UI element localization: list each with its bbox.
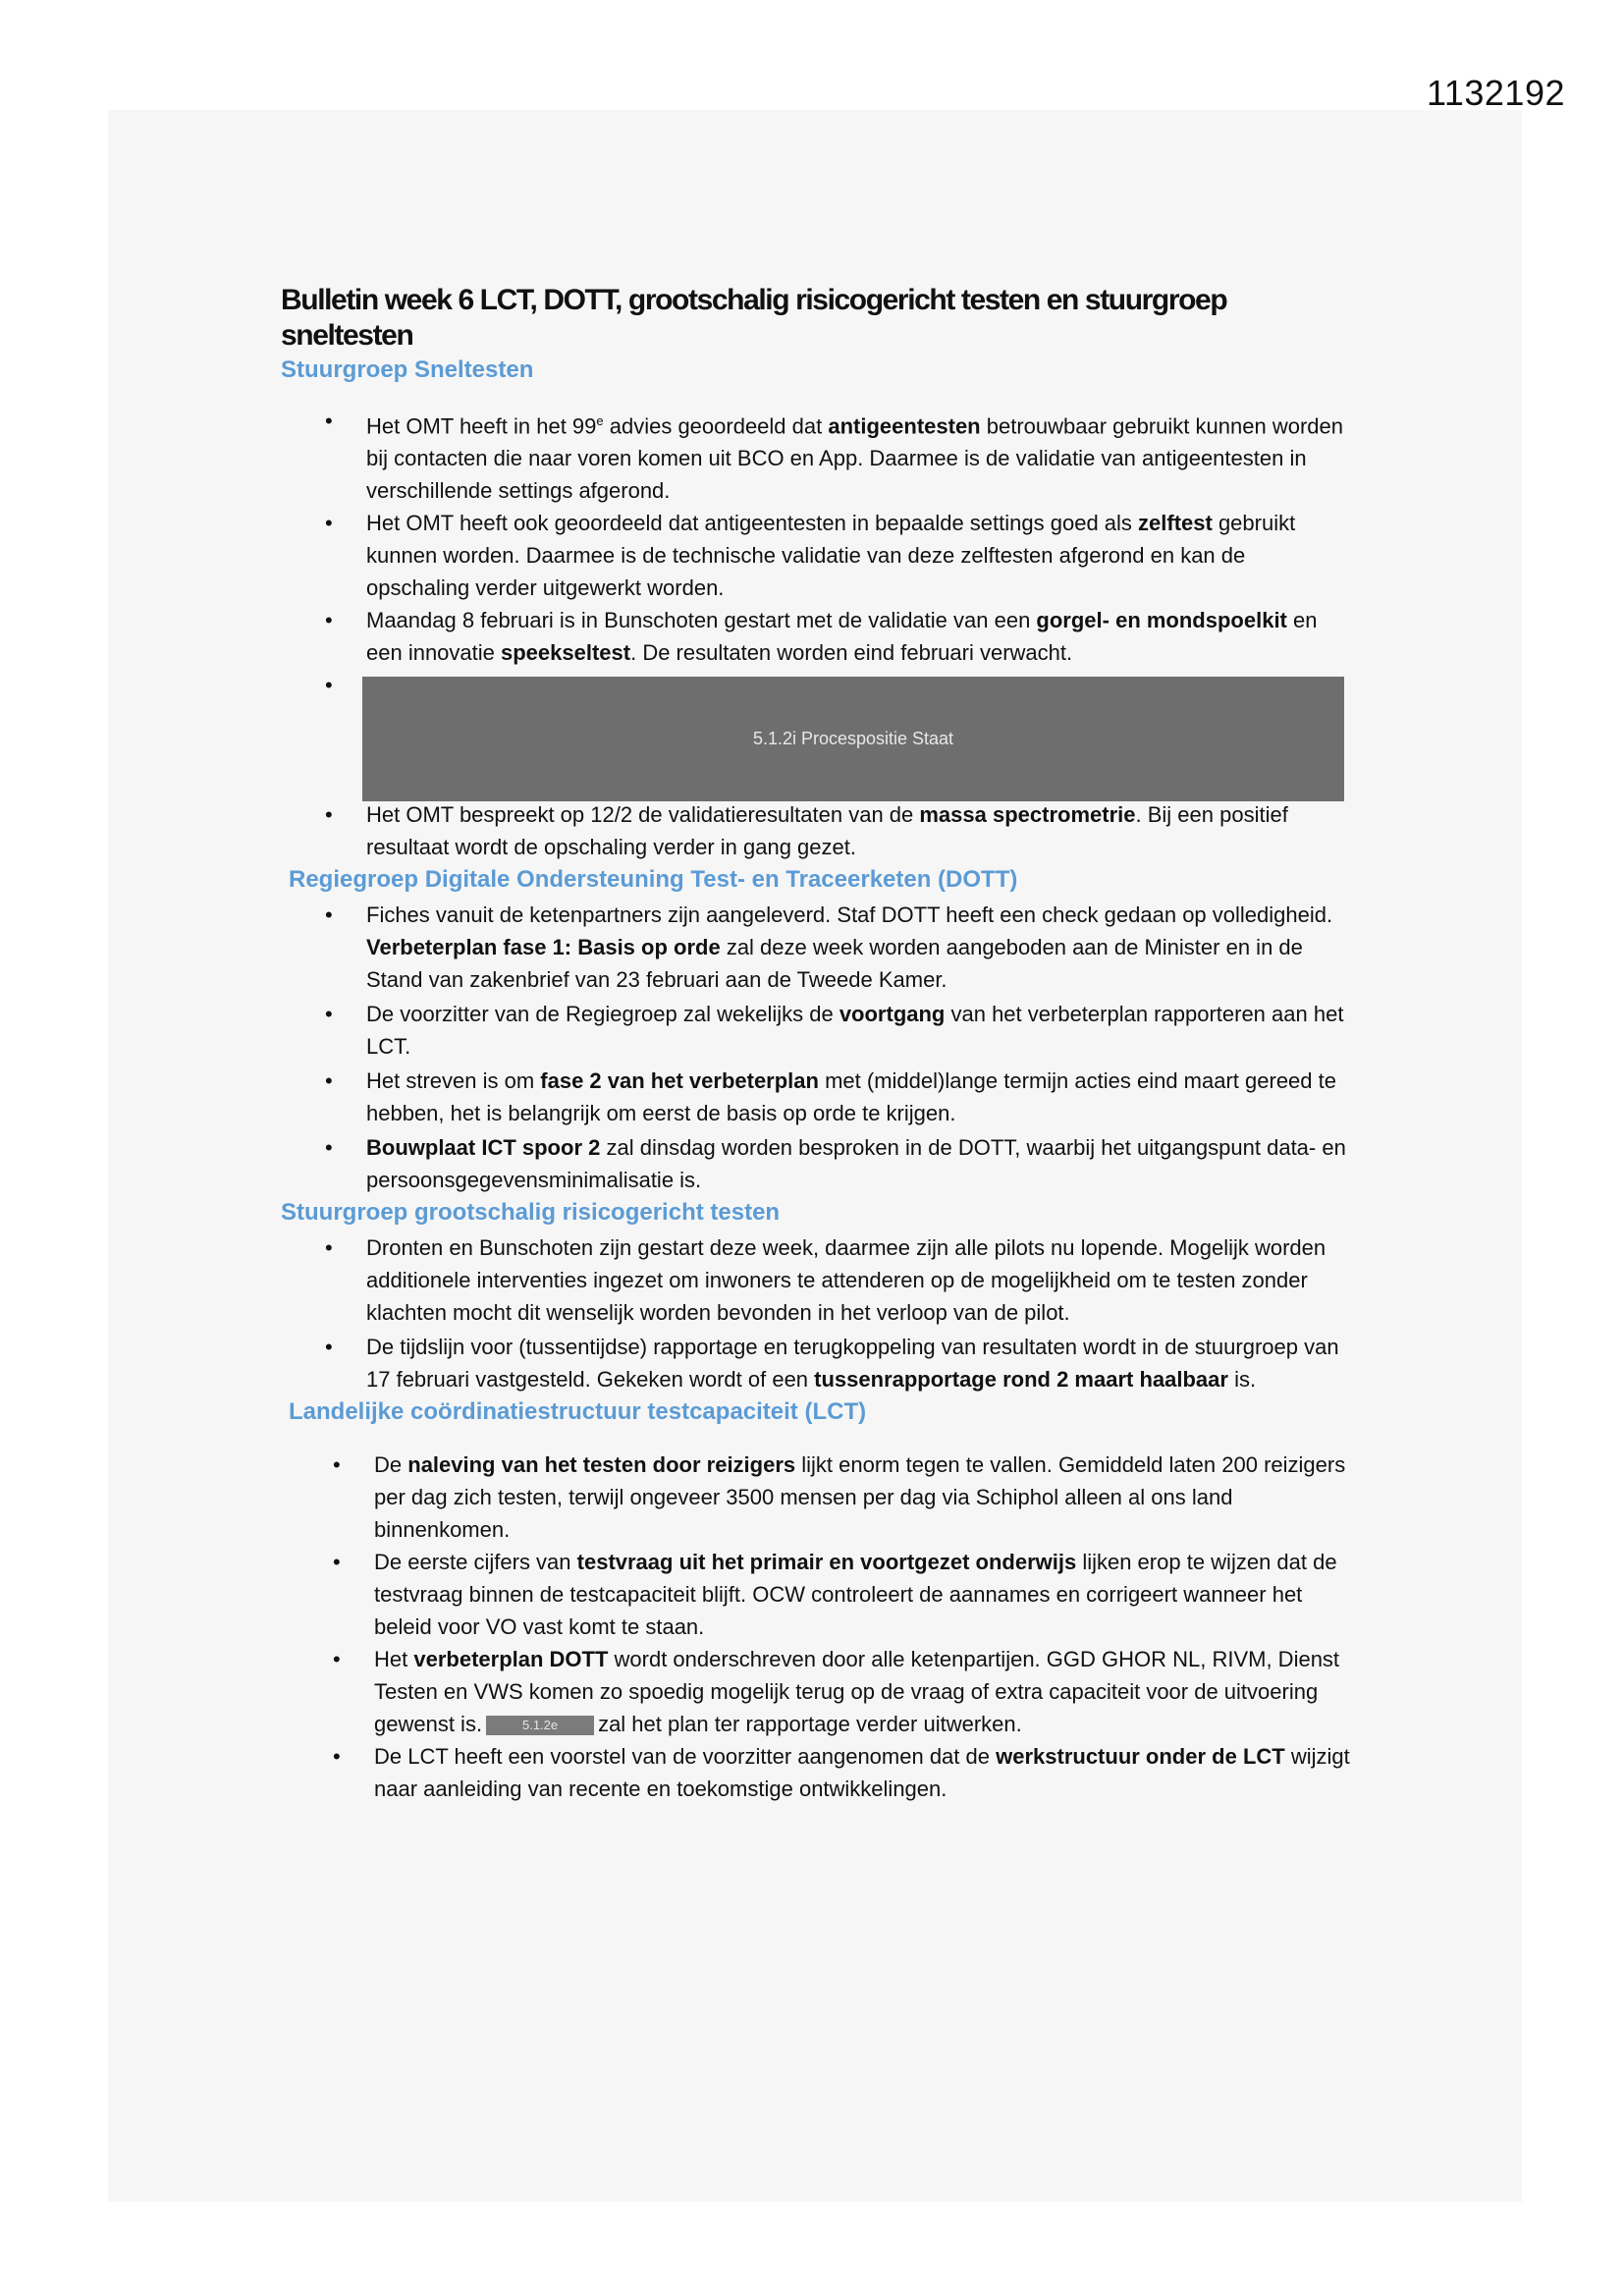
section-heading-stuurgroep-sneltesten: Stuurgroep Sneltesten [281,356,534,383]
inline-redaction-box: 5.1.2e [486,1716,594,1735]
list-item: • Het OMT heeft ook geoordeeld dat antigeentesten in bepaalde settings goed als zelftest gebruikt kunnen worden. Daarmee is de technische validatie van deze zelftesten afgerond en kan de opschaling verder uitgewerkt worden. [281,507,1351,604]
list-item: • Het OMT heeft in het 99e advies geoordeeld dat antigeentesten betrouwbaar gebruikt kunnen worden bij contacten die naar voren komen uit BCO en App. Daarmee is de validatie van antigeentesten in verschillende settings afgerond. [281,405,1351,507]
list-item: • De LCT heeft een voorstel van de voorzitter aangenomen dat de werkstructuur onder de LCT wijzigt naar aanleiding van recente en toekomstige ontwikkelingen. [289,1740,1351,1805]
redaction-block [362,677,1344,801]
list-item: • Het OMT bespreekt op 12/2 de validatieresultaten van de massa spectrometrie. Bij een positief resultaat wordt de opschaling verder in gang gezet. [281,798,1351,863]
bullet-list-sneltesten [281,405,1351,863]
list-item: • Maandag 8 februari is in Bunschoten gestart met de validatie van een gorgel- en mondspoelkit en een innovatie speekseltest. De resultaten worden eind februari verwacht. [281,604,1351,669]
bullet-list-dott [281,899,1351,1196]
list-item-redacted [281,669,1351,794]
bullet-list-lct [289,1449,1351,1805]
page-title: Bulletin week 6 LCT, DOTT, grootschalig risicogericht testen en stuurgroep sneltesten [281,284,1227,352]
list-item: • Het verbeterplan DOTT wordt onderschreven door alle ketenpartijen. GGD GHOR NL, RIVM, Dienst Testen en VWS komen zo spoedig mogelijk terug op de vraag of extra capaciteit voor de uitvoering gewenst is. 5.1.2e zal het plan ter rapportage verder uitwerken. [289,1643,1351,1740]
bulletin-content [281,283,1351,1805]
section-heading-lct: Landelijke coördinatiestructuur testcapaciteit (LCT) [289,1398,867,1426]
list-item: • Bouwplaat ICT spoor 2 zal dinsdag worden besproken in de DOTT, waarbij het uitgangspunt data- en persoonsgegevensminimalisatie is. [281,1131,1351,1196]
bullet-list-grootschalig-testen [281,1231,1351,1395]
section-heading-grootschalig-testen: Stuurgroep grootschalig risicogericht testen [281,1199,781,1227]
list-item: • De voorzitter van de Regiegroep zal wekelijks de voortgang van het verbeterplan rapporteren aan het LCT. [281,998,1351,1063]
section-heading-dott: Regiegroep Digitale Ondersteuning Test- en Traceerketen (DOTT) [289,866,1018,894]
list-item: • De naleving van het testen door reizigers lijkt enorm tegen te vallen. Gemiddeld laten 200 reizigers per dag zich testen, terwijl ongeveer 3500 mensen per dag via Schiphol alleen al ons land binnenkomen. [289,1449,1351,1546]
list-item: • Dronten en Bunschoten zijn gestart deze week, daarmee zijn alle pilots nu lopende. Mogelijk worden additionele interventies ingezet om inwoners te attenderen op de mogelijkheid om te testen zonder klachten mocht dit wenselijk worden bevonden in het verloop van de pilot. [281,1231,1351,1329]
redaction-label: • 5.1.2i Procespositie Staat [752,729,954,749]
list-item: • De eerste cijfers van testvraag uit het primair en voortgezet onderwijs lijken erop te wijzen dat de testvraag binnen de testcapaciteit blijft. OCW controleert de aannames en corrigeert wanneer het beleid voor VO vast komt te staan. [289,1546,1351,1643]
list-item: • Het streven is om fase 2 van het verbeterplan met (middel)lange termijn acties eind maart gereed te hebben, het is belangrijk om eerst de basis op orde te krijgen. [281,1065,1351,1129]
list-item: • De tijdslijn voor (tussentijdse) rapportage en terugkoppeling van resultaten wordt in de stuurgroep van 17 februari vastgesteld. Gekeken wordt of een tussenrapportage rond 2 maart haalbaar is. [281,1331,1351,1395]
document-number: 1132192 [1427,73,1565,113]
list-item: • Fiches vanuit de ketenpartners zijn aangeleverd. Staf DOTT heeft een check gedaan op volledigheid. Verbeterplan fase 1: Basis op orde zal deze week worden aangeboden aan de Minister en in de Stand van zakenbrief van 23 februari aan de Tweede Kamer. [281,899,1351,996]
